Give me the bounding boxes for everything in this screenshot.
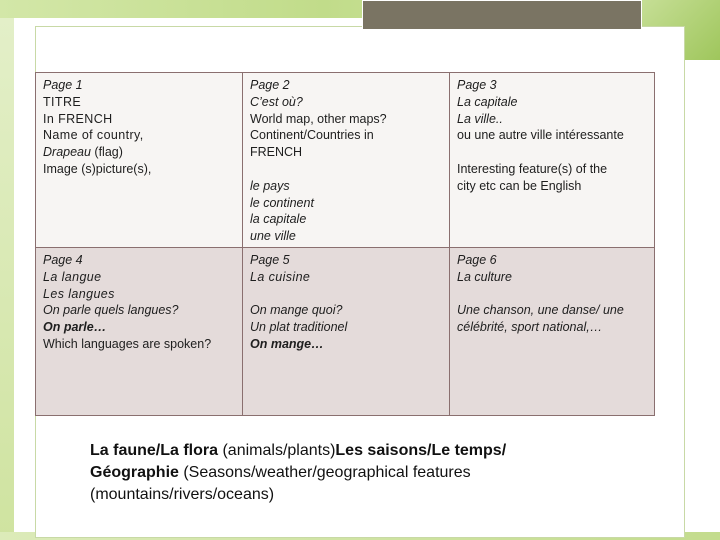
une-chanson-label: Une chanson, une danse/ une — [457, 303, 624, 318]
seasons-weather-label: (Seasons/weather/geographical features — [178, 464, 471, 481]
interesting-feature-line-2: city etc can be English — [457, 178, 582, 193]
les-langues-label: Les langues — [43, 286, 115, 301]
la-capitale-label: la capitale — [250, 212, 307, 227]
spacer — [457, 144, 647, 161]
cell-page-1 — [36, 73, 243, 248]
titre-label: TITRE — [43, 94, 82, 109]
on-parle-quels-label: On parle quels langues? — [43, 303, 179, 318]
une-ville-label: une ville — [250, 229, 296, 244]
left-green-stripe — [0, 18, 14, 540]
page-2-heading: Page 2 — [250, 78, 290, 92]
animals-plants-label: (animals/plants) — [218, 442, 336, 459]
on-mange-label: On mange… — [250, 336, 324, 351]
le-continent-label: le continent — [250, 195, 314, 210]
in-french-label: In FRENCH — [43, 111, 113, 126]
on-mange-quoi-label: On mange quoi? — [250, 303, 343, 318]
interesting-feature-line-1: Interesting feature(s) of the — [457, 161, 608, 176]
la-cuisine-label: La cuisine — [250, 269, 311, 284]
saisons-label: Les saisons/Le temps/ — [335, 442, 507, 459]
page-5-heading: Page 5 — [250, 253, 290, 267]
name-of-country-label: Name of country, — [43, 128, 144, 143]
spacer — [250, 161, 442, 178]
autre-ville-label: ou une autre ville intéressante — [457, 128, 624, 143]
cell-page-3 — [450, 73, 654, 248]
world-map-label: World map, other maps? — [250, 111, 387, 126]
which-languages-label: Which languages are spoken? — [43, 336, 212, 351]
la-ville-label: La ville.. — [457, 111, 503, 126]
la-langue-label: La langue — [43, 269, 102, 284]
cell-page-6 — [450, 248, 654, 415]
cest-ou-label: C’est où? — [250, 94, 303, 109]
un-plat-label: Un plat traditionel — [250, 320, 348, 335]
drapeau-label: Drapeau — [43, 145, 91, 160]
faune-flora-label: La faune/La flora — [90, 442, 219, 459]
geographie-label: Géographie — [90, 464, 179, 481]
la-capitale-heading: La capitale — [457, 94, 518, 109]
on-parle-label: On parle… — [43, 320, 107, 335]
flag-label: (flag) — [90, 145, 123, 160]
drapeau-line — [43, 144, 235, 161]
image-label: Image (s)picture(s), — [43, 161, 152, 176]
la-culture-label: La culture — [457, 269, 512, 284]
spacer — [457, 286, 647, 303]
page-plan-table — [35, 72, 655, 416]
cell-page-4 — [36, 248, 243, 415]
page-3-heading: Page 3 — [457, 78, 497, 92]
footer-topics — [90, 440, 670, 506]
page-1-heading: Page 1 — [43, 78, 83, 92]
continent-countries-label: Continent/Countries in — [250, 128, 374, 143]
decorative-gray-rectangle — [362, 0, 642, 30]
cell-page-5 — [243, 248, 450, 415]
celebrite-label: célébrité, sport national,… — [457, 320, 603, 335]
le-pays-label: le pays — [250, 178, 290, 193]
french-label: FRENCH — [250, 145, 303, 160]
spacer — [250, 286, 442, 303]
page-6-heading: Page 6 — [457, 253, 497, 267]
cell-page-2 — [243, 73, 450, 248]
page-4-heading: Page 4 — [43, 253, 83, 267]
mountains-rivers-label: (mountains/rivers/oceans) — [90, 486, 275, 503]
